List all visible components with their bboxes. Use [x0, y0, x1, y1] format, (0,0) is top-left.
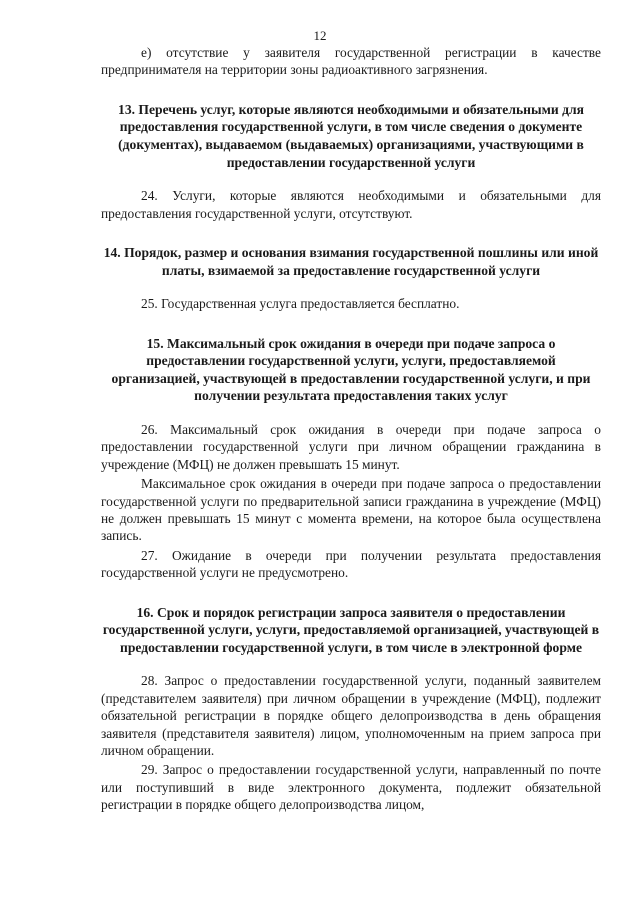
paragraph-27: 27. Ожидание в очереди при получении результата предоставления государственной услуги не предусмотрено.: [101, 547, 601, 581]
paragraph-24: 24. Услуги, которые являются необходимыми и обязательными для предоставления государственной услуги, отсутствуют.: [101, 188, 601, 221]
section-heading-14: 14. Порядок, размер и основания взимания государственной пошлины или иной платы, взимаемой за предоставление государственной услуги: [103, 245, 599, 278]
page-number: 12: [313, 28, 327, 43]
section-heading-15: 15. Максимальный срок ожидания в очереди при подаче запроса о предоставлении государственной услуги, услуги, предоставляемой организацией, участвующей в предоставлении государственной услуги, и при получении результата предоставления таких услуг: [111, 335, 591, 404]
paragraph-26: 26. Максимальный срок ожидания в очереди при подаче запроса о предоставлении государственной услуги при личном обращении гражданина в учреждение (МФЦ) не должен превышать 15 минут.: [101, 421, 601, 472]
document-body: [101, 44, 601, 814]
paragraph-28: 28. Запрос о предоставлении государственной услуги, поданный заявителем (представителем заявителя) при личном обращении в учреждение (МФЦ), подлежит обязательной регистрации в порядке общего делопроизводства в день обращения заявителя (представителя заявителя) лицом, уполномоченным на прием запроса при личном обращении.: [101, 673, 601, 759]
section-heading-13: 13. Перечень услуг, которые являются необходимыми и обязательными для предоставления государственной услуги, в том числе сведения о документе (документах), выдаваемом (выдаваемых) организациями, участвующими в предоставлении государственной услуги: [118, 101, 584, 170]
section-heading-16: 16. Срок и порядок регистрации запроса заявителя о предоставлении государственной услуги, услуги, предоставляемой организацией, участвующей в предоставлении государственной услуги, в том числе в электронной форме: [102, 604, 600, 655]
paragraph-26-continued: Максимальное срок ожидания в очереди при подаче запроса о предоставлении государственной услуги по предварительной записи гражданина в учреждение (МФЦ) не должен превышать 15 минут с момента времени, на которое была осуществлена запись.: [101, 476, 601, 544]
paragraph-25: 25. Государственная услуга предоставляется бесплатно.: [141, 296, 460, 312]
paragraph-29: 29. Запрос о предоставлении государственной услуги, направленный по почте или поступивший в виде электронного документа, подлежит обязательной регистрации в порядке общего делопроизводства лицом,: [101, 762, 601, 813]
paragraph-e: е) отсутствие у заявителя государственной регистрации в качестве предпринимателя на территории зоны радиоактивного загрязнения.: [101, 45, 601, 78]
